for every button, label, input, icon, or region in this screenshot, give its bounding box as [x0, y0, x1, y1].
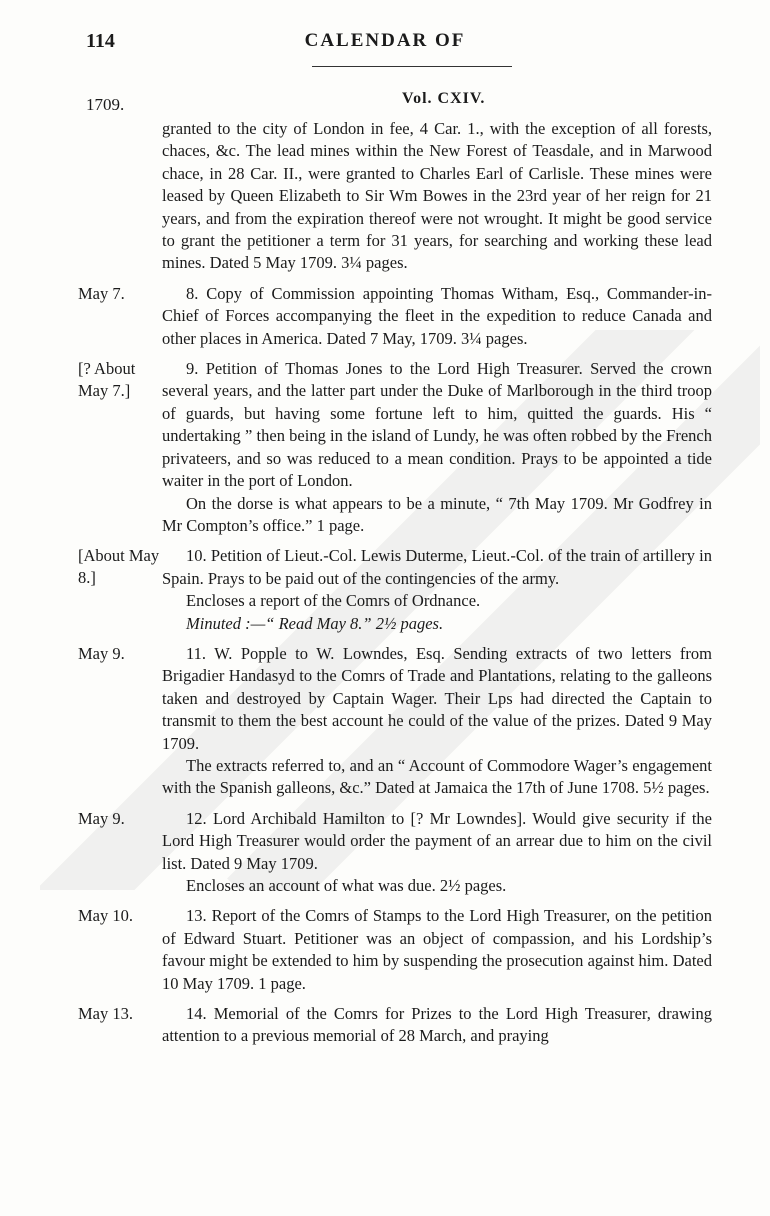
year-label: 1709.: [86, 95, 125, 114]
entry-date: [? About May 7.]: [78, 359, 136, 401]
entry-body: [162, 118, 712, 275]
entry-12: [78, 808, 718, 898]
entry-8: [78, 283, 718, 350]
entry-body: [162, 905, 712, 995]
entry-enclosure: Encloses a report of the Comrs of Ordnance.: [186, 591, 481, 611]
entry-text: 12. Lord Archibald Hamilton to [? Mr Lowndes]. Would give security if the Lord High Treasurer would order the payment of an arrear due to him on the civil list. Dated 9 May 1709.: [162, 808, 712, 873]
entry-14: [78, 1003, 718, 1048]
page-header: [0, 0, 770, 80]
entry-note: The extracts referred to, and an “ Account of Commodore Wager’s engagement with the Spanish galleons, &c.” Dated at Jamaica the 17th of June 1708. 5½ pages.: [162, 755, 712, 798]
entry-minute: Minuted :—“ Read May 8.” 2½ pages.: [186, 613, 444, 633]
calendar-entries: [78, 118, 718, 1056]
entry-date: [78, 118, 162, 275]
entry-text: 10. Petition of Lieut.-Col. Lewis Duterme, Lieut.-Col. of the train of artillery in Spain. Prays to be paid out of the contingencies of the army.: [162, 546, 712, 588]
entry-date: May 13.: [78, 1004, 133, 1024]
entry-11: [78, 643, 718, 800]
entry-body: [162, 545, 712, 635]
entry-9: [78, 358, 718, 537]
entry-text: 9. Petition of Thomas Jones to the Lord High Treasurer. Served the crown several years, and the latter part under the Duke of Marlborough in the third troop of guards, but having some fortune left to him, quitted the guards. His “ undertaking ” then being in the island of Lundy, he was often robbed by the French privateers, and so was reduced to a mean condition. Prays to be appointed a tide waiter in the port of London.: [162, 359, 712, 491]
entry-body: [162, 358, 712, 537]
entry-text: granted to the city of London in fee, 4 Car. 1., with the exception of all forests, chaces, &c. The lead mines within the New Forest of Teasdale, and in Marwood chace, in 28 Car. II., were granted to Charles Earl of Carlisle. These mines were leased by Queen Elizabeth to Sir Wm Bowes in the 23rd year of her reign for 21 years, and from the expiration thereof were not wrought. It might be good service to grant the petitioner a term for 31 years, for searching and working these lead mines. Dated 5 May 1709. 3¼ pages.: [162, 119, 712, 273]
running-title: CALENDAR OF: [304, 30, 466, 51]
entry-10: [78, 545, 718, 635]
header-rule: [312, 66, 512, 67]
entry-text: 11. W. Popple to W. Lowndes, Esq. Sending extracts of two letters from Brigadier Handasyd to the Comrs of Trade and Plantations, relating to the galleons taken and destroyed by Captain Wager. Their Lps had directed the Captain to transmit to them the best account he could of the value of the prizes. Dated 9 May 1709.: [162, 643, 712, 753]
entry-body: [162, 808, 712, 898]
entry-date: [About May 8.]: [78, 546, 160, 588]
entry-date: May 9.: [78, 643, 125, 663]
entry-text: 13. Report of the Comrs of Stamps to the Lord High Treasurer, on the petition of Edward Stuart. Petitioner was an object of compassion, and his Lordship’s favour might be extended to him by suspending the prosecution against him. Dated 10 May 1709. 1 page.: [162, 906, 712, 993]
entry-body: [162, 643, 712, 800]
entry-enclosure: Encloses an account of what was due. 2½ pages.: [186, 876, 507, 895]
entry-body: [162, 283, 712, 350]
entry-continuation: [78, 118, 718, 275]
entry-date: May 7.: [78, 283, 125, 303]
entry-text: 14. Memorial of the Comrs for Prizes to the Lord High Treasurer, drawing attention to a previous memorial of 28 March, and praying: [162, 1004, 712, 1046]
entry-13: [78, 905, 718, 995]
volume-label: Vol. CXIV.: [402, 90, 486, 107]
entry-text: 8. Copy of Commission appointing Thomas Witham, Esq., Commander-in-Chief of Forces accompanying the fleet in the expedition to reduce Canada and other places in America. Dated 7 May, 1709. 3¼ pages.: [162, 283, 712, 348]
page-number: 114: [86, 30, 115, 52]
entry-date: May 10.: [78, 906, 133, 926]
entry-date: May 9.: [78, 808, 125, 828]
entry-note: On the dorse is what appears to be a minute, “ 7th May 1709. Mr Godfrey in Mr Compton’s office.” 1 page.: [162, 493, 712, 535]
entry-body: [162, 1003, 712, 1048]
